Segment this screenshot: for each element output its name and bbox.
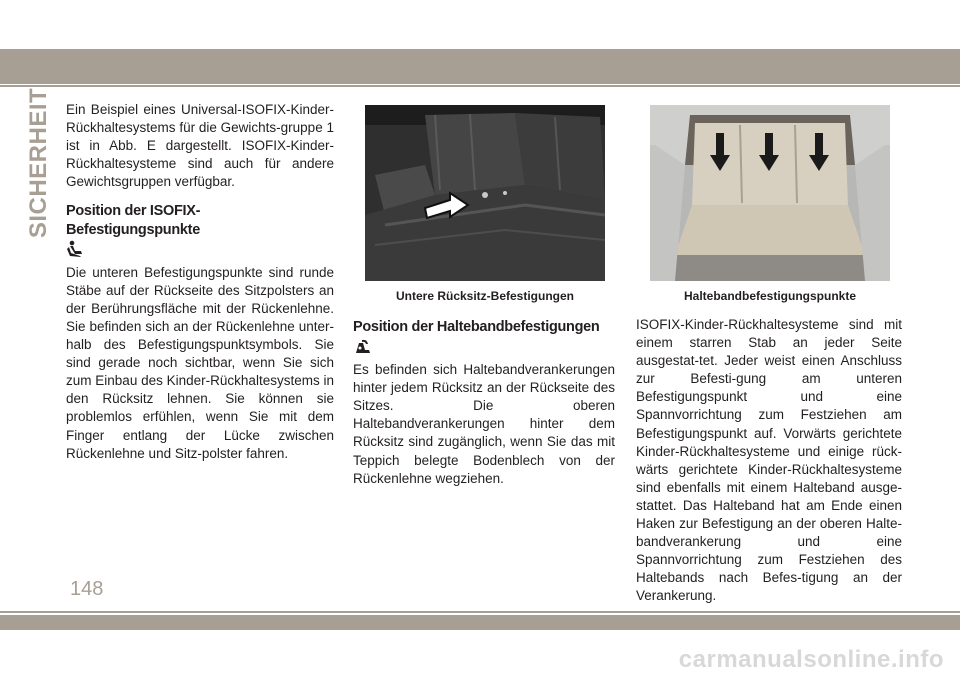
isofix-heading: Position der ISOFIX-Befestigungspunkte bbox=[66, 203, 201, 238]
column-1 bbox=[66, 101, 334, 463]
tether-heading: Position der Haltebandbefestigungen bbox=[353, 319, 600, 335]
page-number: 148 bbox=[70, 578, 104, 600]
section-tab bbox=[25, 87, 52, 239]
tether-anchor-icon bbox=[353, 337, 615, 355]
tether-anchor-photo bbox=[650, 105, 890, 281]
section-tab-label: SICHERHEIT bbox=[25, 87, 52, 239]
isofix-description: ISOFIX-Kinder-Rückhaltesysteme sind mit einem starren Stab an jeder Seite ausgestat-tet. Jeder weist einen Anschluss zur Befesti-gung am unteren Befestigungspunkt und eine Spannvorrichtung zum Festziehen am Befestigungspunkt auf. Vorwärts gerichtete Kinder-Rückhaltesysteme und einige rück-wärts gerichtete Kinder-Rückhaltesysteme sind ebenfalls mit einem Halteband ausge-stattet. Das Halteband hat am Ende einen Haken zur Befestigung an der oberen Halte-bandverankerung und eine Spannvorrichtung zum Festziehen des Haltebands nach Befes-tigung an der Verankerung. bbox=[636, 317, 902, 604]
rear-seat-anchor-photo bbox=[365, 105, 605, 281]
child-seat-anchor-icon bbox=[66, 240, 334, 258]
figure-caption-1: Untere Rücksitz-Befestigungen bbox=[395, 289, 575, 303]
isofix-body: Die unteren Befestigungspunkte sind runde Stäbe auf der Rückseite des Sitzpolsters an der Berührungsfläche mit der Rückenlehne. Sie befinden sich an der Rückenlehne unter-halb des Befestigungspunktsymbols. Sie sind gerade noch sichtbar, wenn Sie sich zum Einbau des Kinder-Rückhaltesystems in den Rücksitz lehnen. Sie können sie problemlos erfühlen, wenn Sie mit dem Finger entlang der Lücke zwischen Rückenlehne und Sitz-polster fahren. bbox=[66, 264, 334, 461]
intro-paragraph: Ein Beispiel eines Universal-ISOFIX-Kinder-Rückhaltesystems für die Gewichts-gruppe 1 ist in Abb. E dargestellt. ISOFIX-Kinder-Rückhaltesysteme sind auch für andere Gewichtsgruppen verfügbar. bbox=[66, 102, 334, 190]
watermark: carmanualsonline.info bbox=[678, 646, 944, 673]
footer-band bbox=[0, 615, 960, 630]
column-3 bbox=[636, 316, 902, 606]
header-rule bbox=[0, 85, 960, 87]
header-band bbox=[0, 49, 960, 84]
column-2 bbox=[353, 318, 615, 488]
figure-caption-2: Haltebandbefestigungspunkte bbox=[683, 289, 856, 303]
footer-rule bbox=[0, 611, 960, 613]
tether-body: Es befinden sich Haltebandverankerungen hinter jedem Rücksitz an der Rückseite des Sitzes. Die oberen Haltebandverankerungen hinter dem Rücksitz sind zugänglich, wenn Sie das mit Teppich belegte Bodenblech von der Rückenlehne wegziehen. bbox=[353, 362, 615, 486]
